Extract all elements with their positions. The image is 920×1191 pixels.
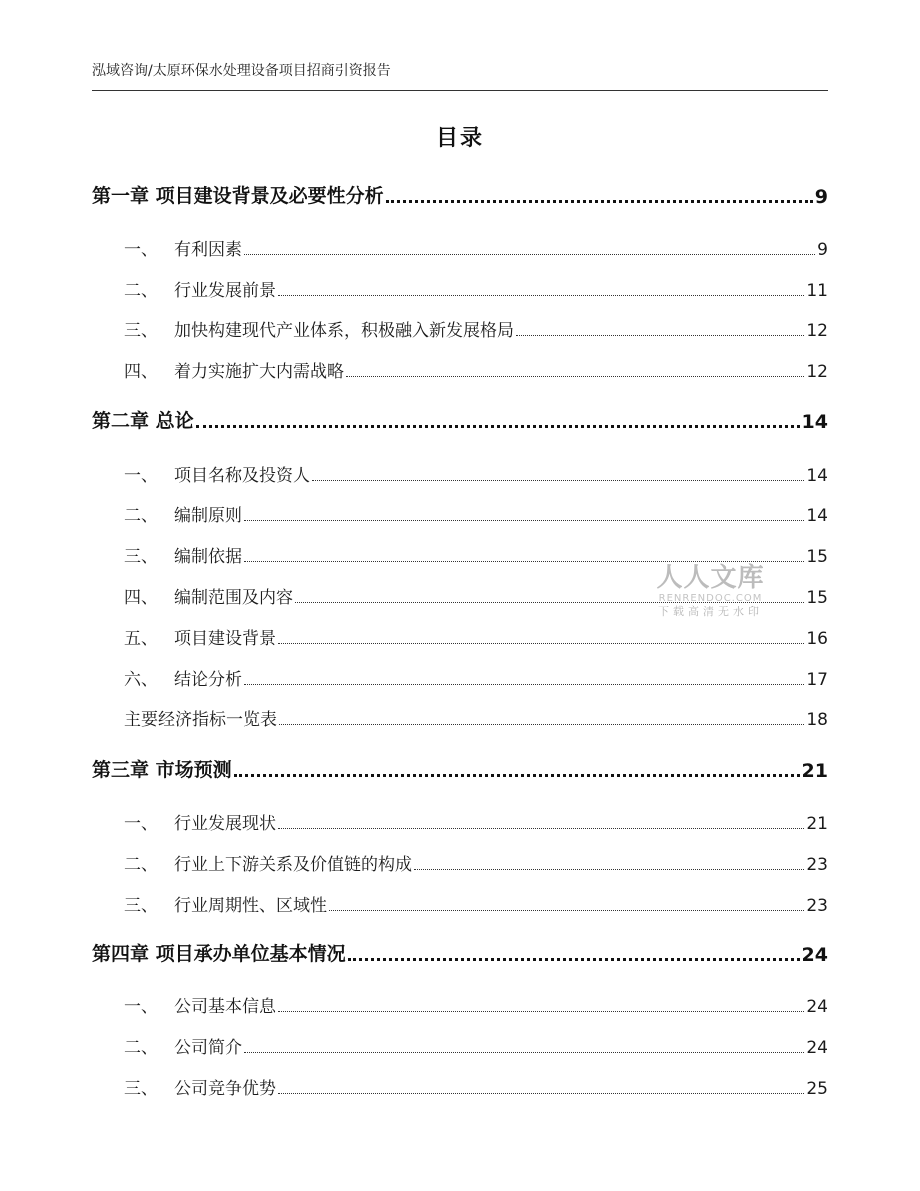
toc-section-title: 公司简介	[174, 1038, 242, 1058]
toc-section-label	[124, 1033, 242, 1058]
dot-leader	[244, 253, 815, 255]
toc-section-number: 四、	[124, 588, 158, 608]
toc-chapter-page: 21	[801, 760, 828, 782]
toc-section-page: 14	[806, 506, 828, 526]
toc-section-page: 12	[806, 321, 828, 341]
toc-section-page: 24	[806, 1038, 828, 1058]
dot-leader	[346, 375, 804, 377]
toc-section[interactable]	[124, 275, 828, 301]
toc-section[interactable]	[124, 849, 828, 875]
dot-leader	[312, 479, 804, 481]
toc-section-title: 公司竞争优势	[174, 1079, 276, 1099]
toc-section-page: 15	[806, 547, 828, 567]
toc-section-number: 二、	[124, 281, 158, 301]
toc-section-title: 行业周期性、区域性	[174, 896, 327, 916]
toc-section-number: 三、	[124, 321, 158, 341]
toc-section-number: 四、	[124, 362, 158, 382]
toc-section-page: 12	[806, 362, 828, 382]
toc-section-page: 11	[806, 281, 828, 301]
dot-leader	[516, 334, 804, 336]
toc-section-page: 25	[806, 1079, 828, 1099]
toc-section-number: 二、	[124, 1038, 158, 1058]
toc-section-title: 主要经济指标一览表	[124, 710, 277, 730]
toc-chapter-page: 24	[801, 944, 828, 966]
dot-leader	[278, 642, 804, 644]
toc-chapter-page: 9	[814, 186, 828, 208]
toc-section-label	[124, 316, 514, 341]
dot-leader	[244, 1051, 804, 1053]
dot-leader	[244, 683, 804, 685]
dot-leader	[329, 909, 804, 911]
toc-section-title: 编制依据	[174, 547, 242, 567]
toc-section-number: 五、	[124, 629, 158, 649]
toc-section-label	[124, 891, 327, 916]
toc-section-number: 二、	[124, 506, 158, 526]
toc-section-label	[124, 461, 310, 486]
toc-section-title: 行业发展前景	[174, 281, 276, 301]
toc-section-title: 加快构建现代产业体系，积极融入新发展格局	[174, 321, 514, 341]
toc-section-number: 二、	[124, 855, 158, 875]
dot-leader	[414, 868, 804, 870]
dot-leader	[244, 519, 804, 521]
toc-section[interactable]	[124, 623, 828, 649]
toc-section-page: 23	[806, 896, 828, 916]
toc-section-label	[124, 665, 242, 690]
watermark-url: RENRENDOC.COM	[658, 593, 763, 604]
toc-section[interactable]	[124, 234, 828, 260]
dot-leader	[244, 560, 804, 562]
dot-leader	[278, 1010, 804, 1012]
toc-section-number: 一、	[124, 466, 158, 486]
toc-chapter-label: 第一章 项目建设背景及必要性分析	[92, 185, 384, 207]
toc-section-number: 三、	[124, 1079, 158, 1099]
toc-section[interactable]	[124, 541, 828, 567]
toc-section[interactable]	[124, 500, 828, 526]
toc-section-label	[124, 501, 242, 526]
toc-chapter[interactable]	[92, 940, 828, 966]
toc-section-page: 23	[806, 855, 828, 875]
toc-section-page: 9	[817, 240, 828, 260]
dot-leader	[279, 723, 804, 725]
toc-section-title: 行业上下游关系及价值链的构成	[174, 855, 412, 875]
toc-section-title: 编制原则	[174, 506, 242, 526]
toc-chapter[interactable]	[92, 407, 828, 433]
toc-section-page: 21	[806, 814, 828, 834]
dot-leader	[386, 199, 813, 203]
toc-section-page: 15	[806, 588, 828, 608]
toc-chapter-label: 第三章 市场预测	[92, 759, 232, 781]
running-header: 泓域咨询/太原环保水处理设备项目招商引资报告	[92, 60, 828, 91]
toc-section[interactable]	[124, 1032, 828, 1058]
toc-chapter-page: 14	[801, 411, 828, 433]
toc-section-page: 24	[806, 997, 828, 1017]
toc-section-label	[124, 276, 276, 301]
dot-leader	[278, 827, 804, 829]
toc-section-label	[124, 583, 293, 608]
toc-section-number: 三、	[124, 547, 158, 567]
toc-section[interactable]	[124, 582, 828, 608]
toc-section-label	[124, 542, 242, 567]
toc-section-page: 17	[806, 670, 828, 690]
dot-leader	[278, 294, 804, 296]
toc-section[interactable]	[124, 1073, 828, 1099]
toc-section-title: 有利因素	[174, 240, 242, 260]
toc-chapter-label: 第二章 总论	[92, 410, 194, 432]
toc-section-title: 结论分析	[174, 670, 242, 690]
dot-leader	[196, 424, 800, 428]
toc-section-title: 项目名称及投资人	[174, 466, 310, 486]
toc-section-title: 公司基本信息	[174, 997, 276, 1017]
toc-section-number: 一、	[124, 240, 158, 260]
toc-section-label	[124, 1074, 276, 1099]
toc-section[interactable]	[124, 808, 828, 834]
toc-section-number: 一、	[124, 814, 158, 834]
toc-section[interactable]	[124, 460, 828, 486]
toc-section-label	[124, 705, 277, 730]
toc-section[interactable]	[124, 704, 828, 730]
toc-section-number: 六、	[124, 670, 158, 690]
toc-section-label	[124, 357, 344, 382]
toc-section-label	[124, 235, 242, 260]
toc-section[interactable]	[124, 664, 828, 690]
toc-section-title: 编制范围及内容	[174, 588, 293, 608]
toc-section-label	[124, 850, 412, 875]
toc-chapter[interactable]	[92, 756, 828, 782]
toc-chapter[interactable]	[92, 182, 828, 208]
toc-section[interactable]	[124, 991, 828, 1017]
toc-section-label	[124, 809, 276, 834]
toc-section-page: 16	[806, 629, 828, 649]
dot-leader	[278, 1092, 804, 1094]
toc-section-number: 一、	[124, 997, 158, 1017]
toc-section-title: 行业发展现状	[174, 814, 276, 834]
toc-section-number: 三、	[124, 896, 158, 916]
dot-leader	[295, 601, 804, 603]
watermark-subtitle: 下载高清无水印	[658, 605, 763, 618]
watermark-title: 人人文库	[656, 563, 765, 593]
toc-section[interactable]	[124, 315, 828, 341]
toc-section-page: 14	[806, 466, 828, 486]
toc-section[interactable]	[124, 890, 828, 916]
toc-section-title: 着力实施扩大内需战略	[174, 362, 344, 382]
toc-section-page: 18	[806, 710, 828, 730]
toc-section-title: 项目建设背景	[174, 629, 276, 649]
toc-title: 目录	[435, 126, 484, 151]
toc-section-label	[124, 992, 276, 1017]
toc-chapter-label: 第四章 项目承办单位基本情况	[92, 943, 346, 965]
dot-leader	[348, 957, 800, 961]
toc-section[interactable]	[124, 356, 828, 382]
dot-leader	[234, 773, 800, 777]
toc-section-label	[124, 624, 276, 649]
